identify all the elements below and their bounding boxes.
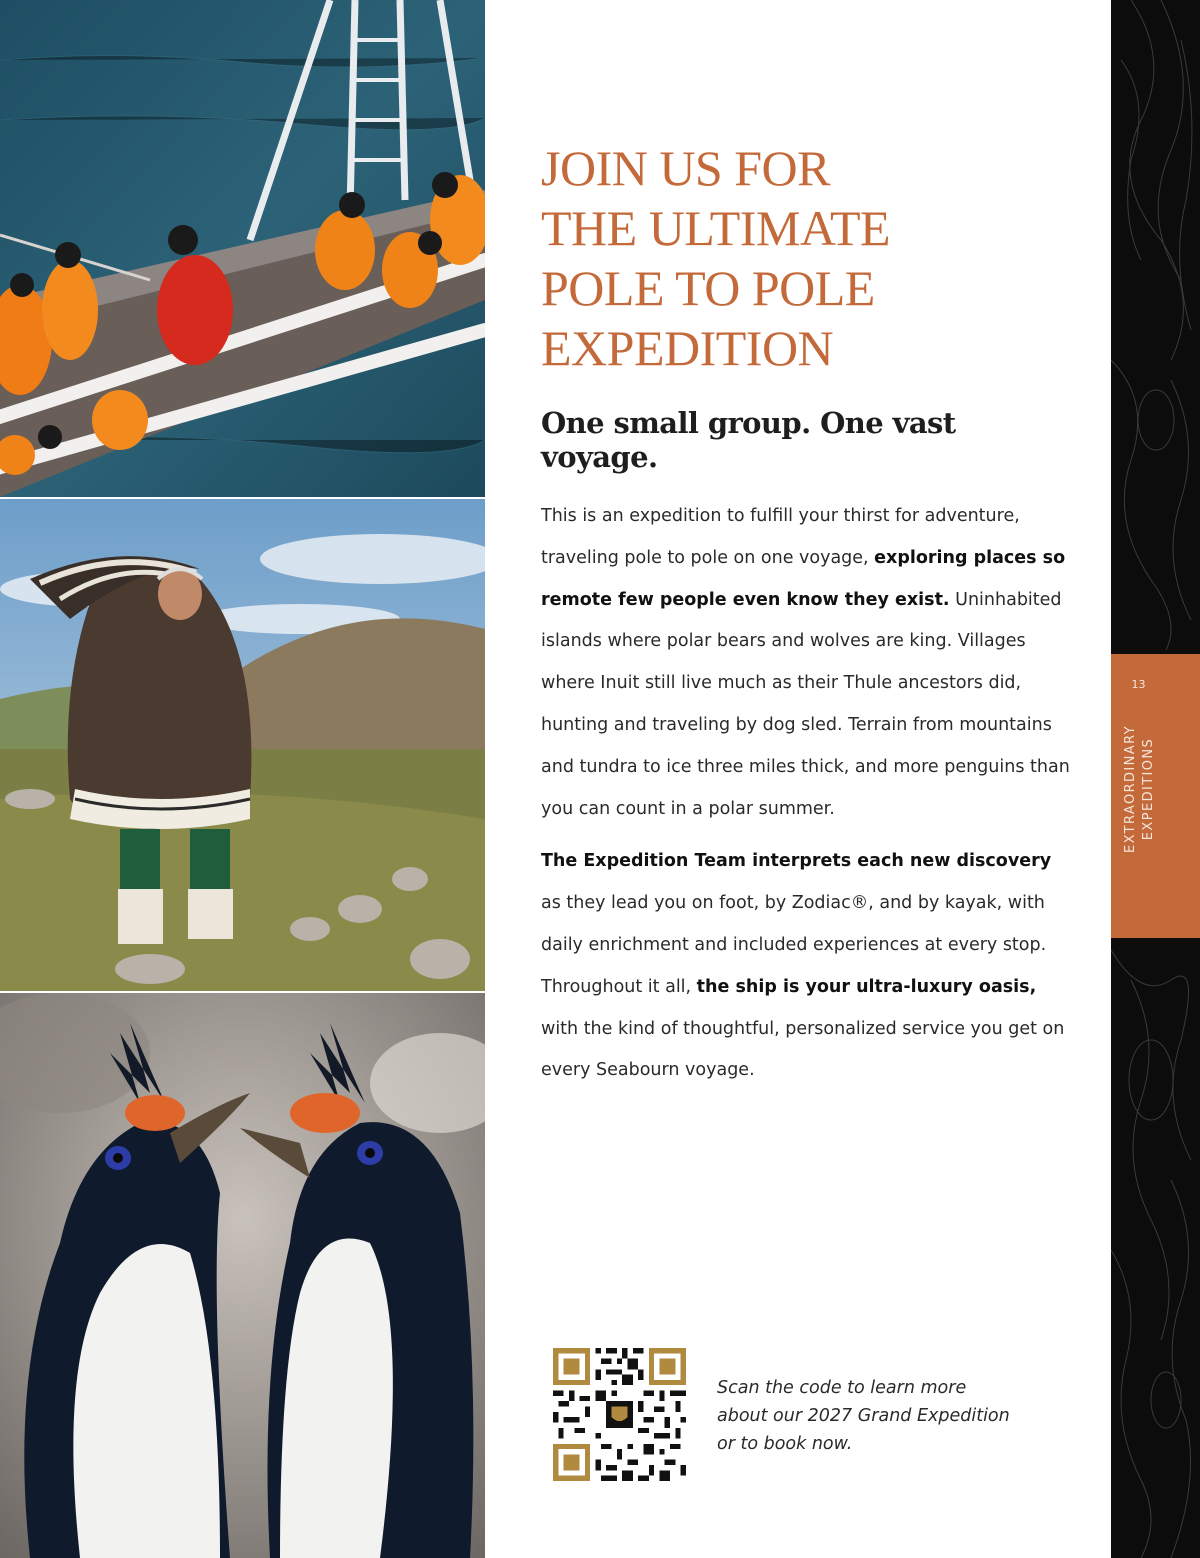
paragraph-text: Uninhabited islands where polar bears and wolves are king. Villages where Inuit still live much as their Thule ancestors did, hunting and traveling by dog sled. Terrain from mountains and tundra to ice three miles thick, and more penguins than you can count in a polar summer.	[541, 589, 1070, 819]
team-paragraph	[541, 841, 1071, 1092]
page-number: 13	[1131, 678, 1146, 691]
paragraph-text: This is an expedition to fulfill your thirst for adventure, traveling pole to pole on one voyage,	[541, 506, 1020, 568]
paragraph-emphasis: exploring places so remote few people even know they exist.	[541, 547, 1066, 610]
paragraph-emphasis: the ship is your ultra-luxury oasis,	[696, 976, 1037, 997]
section-label	[1122, 709, 1158, 869]
paragraph-text: with the kind of thoughtful, personalized service you get on every Seabourn voyage.	[541, 1018, 1065, 1081]
cormorants-photo	[0, 993, 485, 1558]
headline-line: THE ULTIMATE	[541, 200, 891, 256]
qr-caption: Scan the code to learn more about our 2027 Grand Expedition or to book now.	[717, 1378, 1010, 1454]
photo-column	[0, 0, 485, 1558]
headline-line: POLE TO POLE	[541, 260, 875, 316]
ship-deck-photo	[0, 0, 485, 497]
qr-code[interactable]	[553, 1348, 686, 1481]
section-label-line: EXTRAORDINARY	[1123, 724, 1138, 854]
section-tab	[1111, 654, 1200, 938]
headline-line: EXPEDITION	[541, 320, 834, 376]
intro-paragraph	[541, 496, 1071, 830]
main-content	[541, 138, 1071, 1092]
subheading: One small group. One vast voyage.	[541, 406, 956, 474]
paragraph-text: as they lead you on foot, by Zodiac®, and by kayak, with daily enrichment and included experiences at every stop. Throughout it all,	[541, 893, 1047, 997]
headline-line: JOIN US FOR	[541, 140, 831, 196]
section-label-line: EXPEDITIONS	[1141, 737, 1156, 841]
page-headline	[541, 138, 1071, 378]
inuit-woman-photo	[0, 499, 485, 991]
paragraph-emphasis: The Expedition Team interprets each new discovery	[541, 851, 1052, 872]
